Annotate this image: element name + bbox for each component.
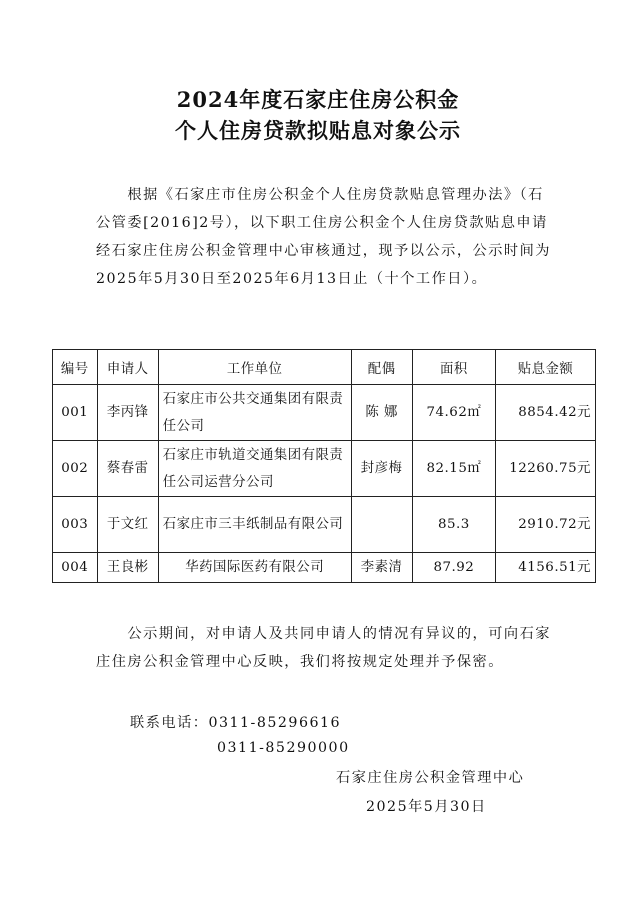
row-area: 85.3 — [412, 497, 495, 553]
table-row — [53, 497, 596, 553]
row-amount: 8854.42元 — [496, 385, 596, 441]
row-spouse: 陈 娜 — [351, 385, 412, 441]
row-amount: 2910.72元 — [496, 497, 596, 553]
row-applicant: 蔡春雷 — [97, 441, 158, 497]
row-number: 004 — [53, 553, 98, 583]
header-amount: 贴息金额 — [496, 350, 596, 385]
signature-organization: 石家庄住房公积金管理中心 — [336, 770, 525, 786]
header-spouse: 配偶 — [351, 350, 412, 385]
row-number: 001 — [53, 385, 98, 441]
table-row — [53, 441, 596, 497]
row-area: 74.62㎡ — [412, 385, 495, 441]
contact-phone-secondary: 0311-85290000 — [217, 740, 350, 756]
row-employer: 石家庄市三丰纸制品有限公司 — [158, 497, 351, 553]
row-spouse — [351, 497, 412, 553]
row-number: 002 — [53, 441, 98, 497]
row-employer: 石家庄市轨道交通集团有限责任公司运营分公司 — [158, 441, 351, 497]
row-area: 82.15㎡ — [412, 441, 495, 497]
objection-notice: 公示期间，对申请人及共同申请人的情况有异议的，可向石家庄住房公积金管理中心反映，我们将按规定处理并予保密。 — [96, 626, 551, 670]
header-number: 编号 — [53, 350, 98, 385]
row-number: 003 — [53, 497, 98, 553]
table-row — [53, 553, 596, 583]
row-applicant: 于文红 — [97, 497, 158, 553]
row-amount: 12260.75元 — [496, 441, 596, 497]
page-title-line-1: 2024年度石家庄住房公积金 — [176, 87, 460, 112]
table-row — [53, 385, 596, 441]
intro-paragraph: 根据《石家庄市住房公积金个人住房贷款贴息管理办法》（石公管委[2016]2号），以下职工住房公积金个人住房贷款贴息申请经石家庄住房公积金管理中心审核通过，现予以公示，公示时间为2025年5月30日至2025年6月13日止（十个工作日）。 — [96, 187, 551, 287]
subsidy-table — [52, 349, 596, 583]
row-employer: 石家庄市公共交通集团有限责任公司 — [158, 385, 351, 441]
table-header-row — [53, 350, 596, 385]
row-area: 87.92 — [412, 553, 495, 583]
row-spouse: 李素清 — [351, 553, 412, 583]
page-title-line-2: 个人住房贷款拟贴息对象公示 — [175, 118, 461, 143]
header-applicant: 申请人 — [97, 350, 158, 385]
row-amount: 4156.51元 — [496, 553, 596, 583]
row-spouse: 封彦梅 — [351, 441, 412, 497]
row-employer: 华药国际医药有限公司 — [158, 553, 351, 583]
header-employer: 工作单位 — [158, 350, 351, 385]
signature-date: 2025年5月30日 — [366, 799, 487, 815]
row-applicant: 李丙锋 — [97, 385, 158, 441]
header-area: 面积 — [412, 350, 495, 385]
contact-phone-primary: 联系电话：0311-85296616 — [130, 715, 342, 731]
row-applicant: 王良彬 — [97, 553, 158, 583]
